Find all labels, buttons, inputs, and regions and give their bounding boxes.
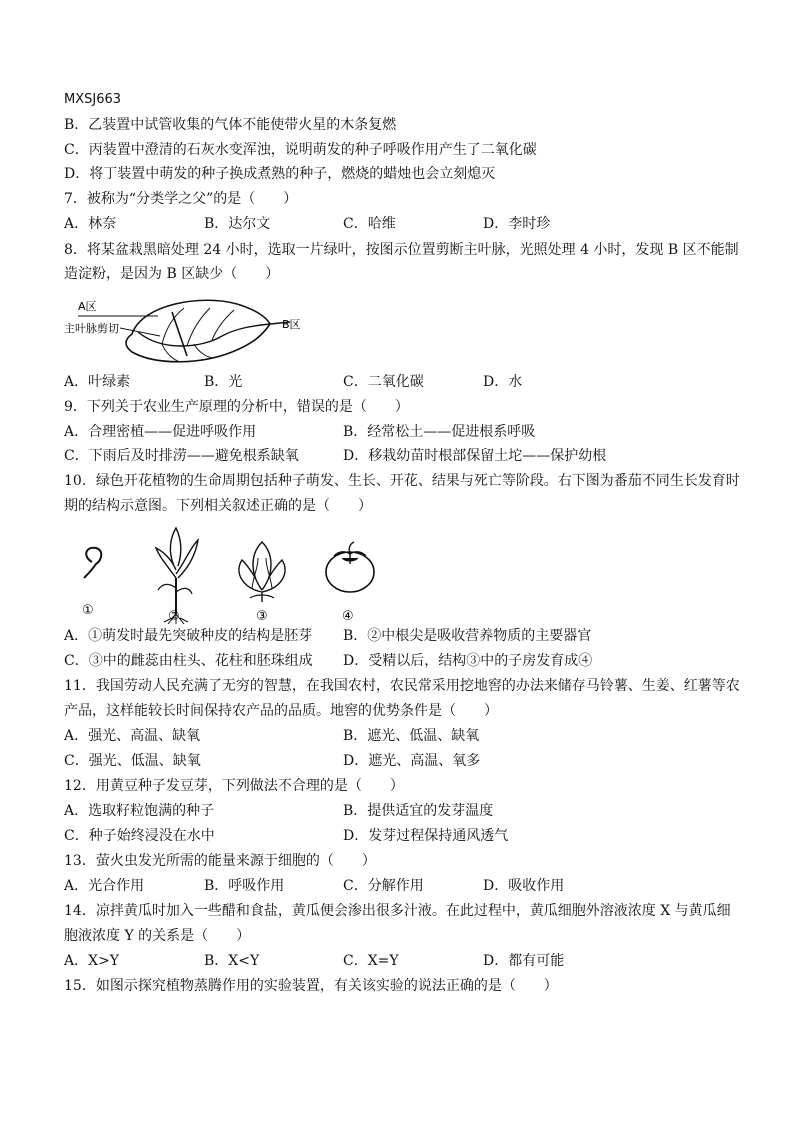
q10-option-a: A．①萌发时最先突破种皮的结构是胚芽 bbox=[64, 628, 313, 644]
q11-option-d: D．遮光、高温、氧多 bbox=[343, 753, 481, 769]
q9-option-c: C．下雨后及时排涝——避免根系缺氧 bbox=[64, 448, 299, 464]
q6-option-c: C．丙装置中澄清的石灰水变浑浊，说明萌发的种子呼吸作用产生了二氧化碳 bbox=[64, 142, 537, 158]
q12-option-b: B．提供适宜的发芽温度 bbox=[343, 803, 494, 819]
tomato-drawing bbox=[326, 542, 374, 592]
q6-option-d: D．将丁装置中萌发的种子换成煮熟的种子，燃烧的蜡烛也会立刻熄灭 bbox=[64, 166, 496, 182]
q10-option-c: C．③中的雌蕊由柱头、花柱和胚珠组成 bbox=[64, 653, 313, 669]
q11-stem-line2: 产品，这样能较长时间保持农产品的品质。地窖的优势条件是（ ） bbox=[64, 703, 498, 719]
q13-option-a: A．光合作用 bbox=[64, 878, 145, 894]
q8-option-d: D．水 bbox=[483, 374, 523, 390]
q9-stem: 9．下列关于农业生产原理的分析中，错误的是（ ） bbox=[64, 399, 409, 415]
q13-stem: 13．萤火虫发光所需的能量来源于细胞的（ ） bbox=[64, 853, 376, 869]
q12-stem: 12．用黄豆种子发豆芽，下列做法不合理的是（ ） bbox=[64, 778, 404, 794]
q13-option-b: B．呼吸作用 bbox=[204, 878, 285, 894]
leaf-figure bbox=[62, 288, 302, 370]
q8-option-c: C．二氧化碳 bbox=[343, 374, 424, 390]
q11-stem-line1: 11．我国劳动人民充满了无穷的智慧，在我国农村，农民常采用挖地窖的办法来储存马铃薯、生姜、红薯等农 bbox=[64, 678, 740, 694]
leaf-outline bbox=[126, 300, 270, 362]
label-stage-1: ① bbox=[82, 603, 94, 618]
q10-stem-line1: 10．绿色开花植物的生命周期包括种子萌发、生长、开花、结果与死亡等阶段。右下图为番茄不同生长发育时 bbox=[64, 473, 740, 489]
label-b-zone: B区 bbox=[282, 318, 301, 331]
q8-stem-line2: 造淀粉，是因为 B 区缺少（ ） bbox=[64, 266, 280, 282]
q12-option-c: C．种子始终浸没在水中 bbox=[64, 828, 215, 844]
tomato-stages-figure bbox=[72, 518, 382, 624]
q13-option-c: C．分解作用 bbox=[343, 878, 424, 894]
label-stage-4: ④ bbox=[342, 609, 354, 624]
header-code: MXSJ663 bbox=[64, 92, 122, 107]
q7-option-a: A．林奈 bbox=[64, 216, 117, 232]
q7-option-c: C．哈维 bbox=[343, 216, 396, 232]
q8-option-b: B．光 bbox=[204, 374, 243, 390]
q12-option-d: D．发芽过程保持通风透气 bbox=[343, 828, 509, 844]
q10-stem-line2: 期的结构示意图。下列相关叙述正确的是（ ） bbox=[64, 498, 372, 514]
label-stage-2: ② bbox=[168, 609, 180, 624]
q15-stem: 15．如图示探究植物蒸腾作用的实验装置，有关该实验的说法正确的是（ ） bbox=[64, 978, 558, 994]
label-main-vein-cut: 主叶脉剪切 bbox=[64, 322, 119, 335]
q14-option-b: B．X<Y bbox=[204, 953, 260, 969]
q11-option-b: B．遮光、低温、缺氧 bbox=[343, 728, 480, 744]
q9-option-b: B．经常松土——促进根系呼吸 bbox=[343, 424, 536, 440]
seed-drawing bbox=[84, 548, 101, 578]
q7-stem: 7．被称为“分类学之父”的是（ ） bbox=[64, 191, 298, 207]
q14-stem-line1: 14．凉拌黄瓜时加入一些醋和食盐，黄瓜便会渗出很多汁液。在此过程中，黄瓜细胞外溶液浓度 X 与黄瓜细 bbox=[64, 903, 731, 919]
q10-option-b: B．②中根尖是吸收营养物质的主要器官 bbox=[343, 628, 592, 644]
q9-option-a: A．合理密植——促进呼吸作用 bbox=[64, 424, 257, 440]
q11-option-c: C．强光、低温、缺氧 bbox=[64, 753, 201, 769]
q14-option-c: C．X=Y bbox=[343, 953, 399, 969]
q13-option-d: D．吸收作用 bbox=[483, 878, 565, 894]
q12-option-a: A．选取籽粒饱满的种子 bbox=[64, 803, 215, 819]
q8-option-a: A．叶绿素 bbox=[64, 374, 131, 390]
q11-option-a: A．强光、高温、缺氧 bbox=[64, 728, 201, 744]
q9-option-d: D．移栽幼苗时根部保留土坨——保护幼根 bbox=[343, 448, 607, 464]
q14-stem-line2: 胞液浓度 Y 的关系是（ ） bbox=[64, 928, 251, 944]
q7-option-b: B．达尔文 bbox=[204, 216, 271, 232]
label-stage-3: ③ bbox=[256, 609, 268, 624]
q8-stem-line1: 8．将某盆栽黑暗处理 24 小时，选取一片绿叶，按图示位置剪断主叶脉，光照处理 4 小时，发现 B 区不能制 bbox=[64, 242, 739, 258]
q6-option-b: B．乙装置中试管收集的气体不能使带火星的木条复燃 bbox=[64, 117, 397, 133]
flower-drawing bbox=[239, 542, 285, 602]
q14-option-a: A．X>Y bbox=[64, 953, 120, 969]
q10-option-d: D．受精以后，结构③中的子房发育成④ bbox=[343, 653, 593, 669]
label-a-zone: A区 bbox=[78, 300, 97, 313]
q14-option-d: D．都有可能 bbox=[483, 953, 565, 969]
q7-option-d: D．李时珍 bbox=[483, 216, 551, 232]
